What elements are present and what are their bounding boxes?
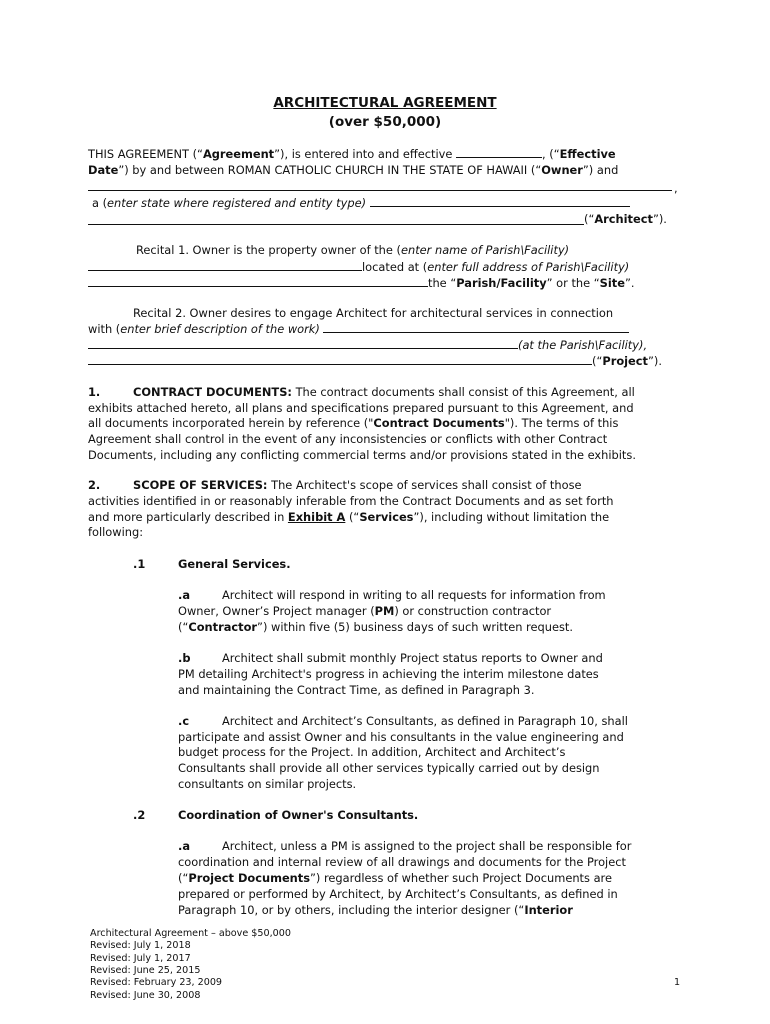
section-1-line-3: all documents incorporated herein by reference ("Contract Documents"). The terms of this <box>88 416 619 430</box>
parish-address-blank[interactable] <box>88 275 428 287</box>
section-2-line-3: and more particularly described in Exhibit A (“Services”), including without limitation the <box>88 510 610 524</box>
page-number: 1 <box>674 977 681 988</box>
item-2a-line-2: coordination and internal review of all drawings and documents for the Project <box>178 855 626 869</box>
work-description-blank-2[interactable] <box>88 337 518 349</box>
section-1-line-5: Documents, including any conflicting commercial terms and/or provisions stated in the exhibits. <box>88 448 636 462</box>
item-1a-line-2: Owner, Owner’s Project manager (PM) or construction contractor <box>178 604 552 618</box>
item-1c-label: .c <box>178 714 190 728</box>
recital-1-line-1: Recital 1. Owner is the property owner of the (enter name of Parish\Facility) <box>136 243 570 257</box>
recital-2-line-2: with (enter brief description of the work) <box>88 321 629 337</box>
item-2a-line-5: Paragraph 10, or by others, including the interior designer (“Interior <box>178 903 573 917</box>
item-1a-line-3: (“Contractor”) within five (5) business days of such written request. <box>178 620 573 634</box>
subsection-1-number: .1 <box>133 557 146 571</box>
document-title: ARCHITECTURAL AGREEMENT <box>273 95 497 111</box>
work-description-blank[interactable] <box>323 321 629 333</box>
section-2-number: 2. <box>88 478 101 492</box>
item-1c-line-5: consultants on similar projects. <box>178 777 357 791</box>
work-description-blank-3[interactable] <box>88 353 592 365</box>
item-2a-label: .a <box>178 839 191 853</box>
footer-line-3: Revised: July 1, 2017 <box>90 953 191 964</box>
section-1-line-4: Agreement shall control in the event of any inconsistencies or conflicts with other Contract <box>88 432 608 446</box>
subsection-2-heading: Coordination of Owner's Consultants. <box>178 808 419 822</box>
recital-1-line-3: the “Parish/Facility” or the “Site”. <box>88 275 634 291</box>
section-1-line-1: CONTRACT DOCUMENTS: The contract documents shall consist of this Agreement, all <box>133 385 635 399</box>
recital-2-line-3: (at the Parish\Facility), <box>88 337 647 353</box>
intro-line-5: (“Architect”). <box>584 212 667 226</box>
architect-address-blank[interactable] <box>88 224 584 225</box>
item-1b-line-2: PM detailing Architect's progress in achieving the interim milestone dates <box>178 667 599 681</box>
footer-line-2: Revised: July 1, 2018 <box>90 940 191 951</box>
section-2-line-2: activities identified in or reasonably inferable from the Contract Documents and as set forth <box>88 494 614 508</box>
item-1a-label: .a <box>178 588 191 602</box>
intro-line-2: Date”) by and between ROMAN CATHOLIC CHURCH IN THE STATE OF HAWAII (“Owner”) and <box>88 163 619 177</box>
footer-line-1: Architectural Agreement – above $50,000 <box>90 928 291 939</box>
item-1c-line-4: Consultants shall provide all other services typically carried out by design <box>178 761 600 775</box>
section-1-line-2: exhibits attached hereto, all plans and specifications prepared pursuant to this Agreement, and <box>88 401 634 415</box>
exhibit-a-reference: Exhibit A <box>287 510 346 524</box>
section-2-line-4: following: <box>88 525 144 539</box>
subsection-2-number: .2 <box>133 808 146 822</box>
intro-line-1: THIS AGREEMENT (“Agreement”), is entered into and effective , (“Effective <box>88 147 616 161</box>
item-2a-line-1: Architect, unless a PM is assigned to the project shall be responsible for <box>222 839 632 853</box>
item-1b-line-3: and maintaining the Contract Time, as defined in Paragraph 3. <box>178 683 535 697</box>
entity-type-blank[interactable] <box>370 195 630 207</box>
footer-line-4: Revised: June 25, 2015 <box>90 965 201 976</box>
document-subtitle: (over $50,000) <box>328 114 442 130</box>
item-2a-line-4: prepared or performed by Architect, by Architect’s Consultants, as defined in <box>178 887 618 901</box>
effective-date-blank[interactable] <box>456 146 542 158</box>
item-1b-label: .b <box>178 651 191 665</box>
recital-2-line-1: Recital 2. Owner desires to engage Architect for architectural services in connection <box>133 306 614 320</box>
item-1a-line-1: Architect will respond in writing to all requests for information from <box>222 588 606 602</box>
section-1-number: 1. <box>88 385 101 399</box>
section-2-line-1: SCOPE OF SERVICES: The Architect's scope of services shall consist of those <box>133 478 582 492</box>
section-2-heading: SCOPE OF SERVICES: <box>133 478 268 492</box>
item-2a-line-3: (“Project Documents”) regardless of whether such Project Documents are <box>178 871 612 885</box>
intro-line-4: a (enter state where registered and entity type) <box>92 195 630 211</box>
intro-comma: , <box>674 181 678 195</box>
item-1c-line-3: budget process for the Project. In addition, Architect and Architect’s <box>178 745 566 759</box>
item-1c-line-2: participate and assist Owner and his consultants in the value engineering and <box>178 730 624 744</box>
footer-line-5: Revised: February 23, 2009 <box>90 977 223 988</box>
footer-line-6: Revised: June 30, 2008 <box>90 990 201 1001</box>
architect-name-blank[interactable] <box>88 190 672 191</box>
item-1c-line-1: Architect and Architect’s Consultants, as defined in Paragraph 10, shall <box>222 714 628 728</box>
item-1b-line-1: Architect shall submit monthly Project status reports to Owner and <box>222 651 603 665</box>
section-1-heading: CONTRACT DOCUMENTS: <box>133 385 292 399</box>
recital-2-line-4: (“Project”). <box>88 353 662 369</box>
subsection-1-heading: General Services. <box>178 557 291 571</box>
recital-1-line-2: located at (enter full address of Parish\Facility) <box>88 259 629 275</box>
parish-name-blank[interactable] <box>88 259 362 271</box>
